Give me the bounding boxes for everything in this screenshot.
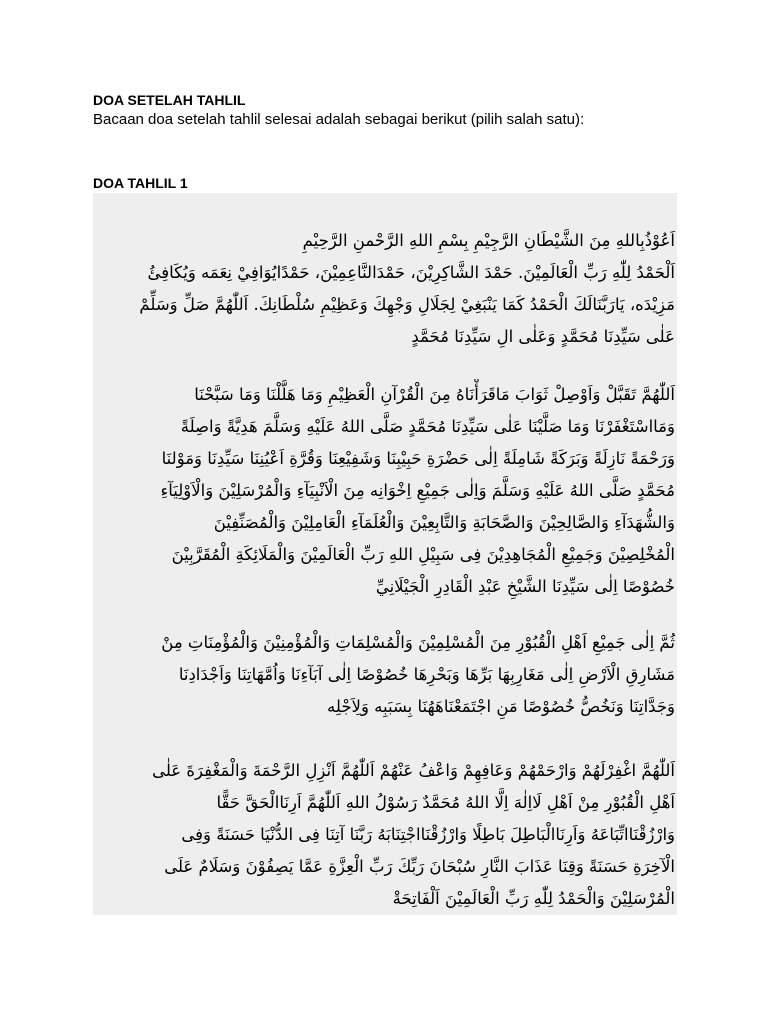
arabic-line: اَهْلِ الْقُبُوْرِ مِنْ اَهْلِ لَااِلٰهَ اِلَّا اللهُ مُحَمَّدٌ رَسُوْلُ اللهِ اَللّٰهُمَّ اَرِنَاالْحَقَّ حَقًّا	[216, 793, 675, 812]
arabic-line: الْمُخْلِصِيْنَ وَجَمِيْعِ الْمُجَاهِدِيْنَ فِى سَبِيْلِ اللهِ رَبِّ الْعَالَمِيْنَ وَالْمَلَائِكَةِ الْمُقَرَّبِيْنَ	[171, 545, 675, 564]
arabic-line: الْآخِرَةِ حَسَنَةً وَقِنَا عَذَابَ النَّارِ سُبْحَانَ رَبِّكَ رَبِّ الْعِزَّةِ عَمَّا يَصِفُوْنَ وَسَلَامٌ عَلَى	[164, 857, 675, 876]
arabic-line: مَشَارِقِ الْاَرْضِ اِلٰى مَغَارِبِهَا بَرِّهَا وَبَحْرِهَا خُصُوْصًا اِلٰى آبَآءِنَا وَاُمَّهَاتِنَا وَاَجْدَادِنَا	[178, 665, 675, 684]
arabic-paragraph	[93, 755, 677, 915]
section-title: DOA TAHLIL 1	[93, 175, 188, 191]
arabic-line: عَلٰى سَيِّدِنَا مُحَمَّدٍ وَعَلٰى الِ سَيِّدِنَا مُحَمَّدٍ	[411, 327, 675, 346]
arabic-line: اَعُوْذُبِاللهِ مِنَ الشَّيْطَانِ الرَّجِيْمِ بِسْمِ اللهِ الرَّحْمنِ الرَّحِيْمِ	[302, 231, 675, 250]
arabic-text-block	[93, 193, 677, 915]
arabic-line: وَارْزُقْنَااتِّبَاعَهُ وَاَرِنَاالْبَاطِلَ بَاطِلًا وَارْزُقْنَااجْتِنَابَهُ رَبَّنَا آتِنَا فِى الدُّنْيَا حَسَنَةً وَفِى	[181, 825, 675, 844]
arabic-line: وَرَحْمَةً نَازِلَةً وَبَرَكَةً شَامِلَةً اِلٰى حَضْرَةِ حَبِيْبِنَا وَشَفِيْعِنَا وَقُرَّةِ اَعْيُنِنَا سَيِّدِنَا وَمَوْلنَا	[161, 449, 675, 468]
arabic-paragraph	[93, 379, 677, 603]
intro-paragraph: Bacaan doa setelah tahlil selesai adalah sebagai berikut (pilih salah satu):	[93, 111, 585, 128]
arabic-paragraph	[93, 627, 677, 723]
arabic-line: اَلْحَمْدُ لِلّٰهِ رَبِّ الْعَالَمِيْنَ. حَمْدَ الشَّاكِرِيْنَ، حَمْدَالنَّاعِمِيْنَ، حَمْدًايُوَافِيْ نِعَمَه وَيُكَافِئُ	[147, 263, 675, 282]
arabic-line: الْمُرْسَلِيْنَ وَالْحَمْدُ لِلّٰهِ رَبِّ الْعَالَمِيْنَ اَلْفَاتِحَةْ	[392, 889, 675, 908]
arabic-line: وَمَااسْتَغْفَرْنَا وَمَا صَلَّيْنَا عَلٰى سَيِّدِنَا مُحَمَّدٍ صَلَّى اللهُ عَلَيْهِ وَسَلَّمَ هَدِيَّةً وَاصِلَةً	[180, 417, 675, 436]
arabic-line: مَزِيْدَه، يَارَبَّنَالَكَ الْحَمْدُ كَمَا يَنْبَغِيْ لِجَلَالِ وَجْهِكَ وَعَظِيْمِ سُلْطَانِكَ. اَللّٰهُمَّ صَلِّ وَسَلِّمْ	[139, 295, 675, 314]
arabic-line: مُحَمَّدٍ صَلَّى اللهُ عَلَيْهِ وَسَلَّمَ وَاِلٰى جَمِيْعِ اِخْوَانِه مِنَ الْاَنْبِيَآءِ وَالْمُرْسَلِيْنَ وَالْاَوْلِيَآءِ	[160, 481, 675, 500]
arabic-line: ثُمَّ اِلٰى جَمِيْعِ اَهْلِ الْقُبُوْرِ مِنَ الْمُسْلِمِيْنَ وَالْمُسْلِمَاتِ وَالْمُؤْمِنِيْنَ وَالْمُؤْمِنَاتِ مِنْ	[161, 633, 675, 652]
arabic-line: وَجَدَّاتِنَا وَنَخُصُّ خُصُوْصًا مَنِ اجْتَمَعْنَاهَهُنَا بِسَبَبِه وَلِاَجْلِه	[327, 697, 675, 716]
arabic-line: خُصُوْصًا اِلٰى سَيِّدِنَا الشَّيْخِ عَبْدِ الْقَادِرِ الْجَيْلَانِيِّ	[375, 577, 675, 596]
document-title: DOA SETELAH TAHLIL	[93, 92, 246, 108]
arabic-line: اَللّٰهُمَّ تَقَبَّلْ وَاَوْصِلْ ثَوَابَ مَاقَرَأْنَاهُ مِنَ الْقُرْآنِ الْعَظِيْمِ وَمَا هَلَّلْنَا وَمَا سَبَّحْنَا	[194, 385, 675, 404]
arabic-paragraph	[93, 225, 677, 353]
arabic-line: اَللّٰهُمَّ اغْفِرْلَهُمْ وَارْحَمْهُمْ وَعَافِهِمْ وَاعْفُ عَنْهُمْ اَللّٰهُمَّ اَنْزِلِ الرَّحْمَةَ وَالْمَغْفِرَةَ عَلٰى	[152, 761, 675, 780]
arabic-line: وَالشُّهَدَآءِ وَالصَّالِحِيْنَ وَالصَّحَابَةِ وَالتَّابِعِيْنَ وَالْعُلَمَآءِ الْعَامِلِيْنَ وَالْمُصَنِّفِيْنَ	[213, 513, 675, 532]
